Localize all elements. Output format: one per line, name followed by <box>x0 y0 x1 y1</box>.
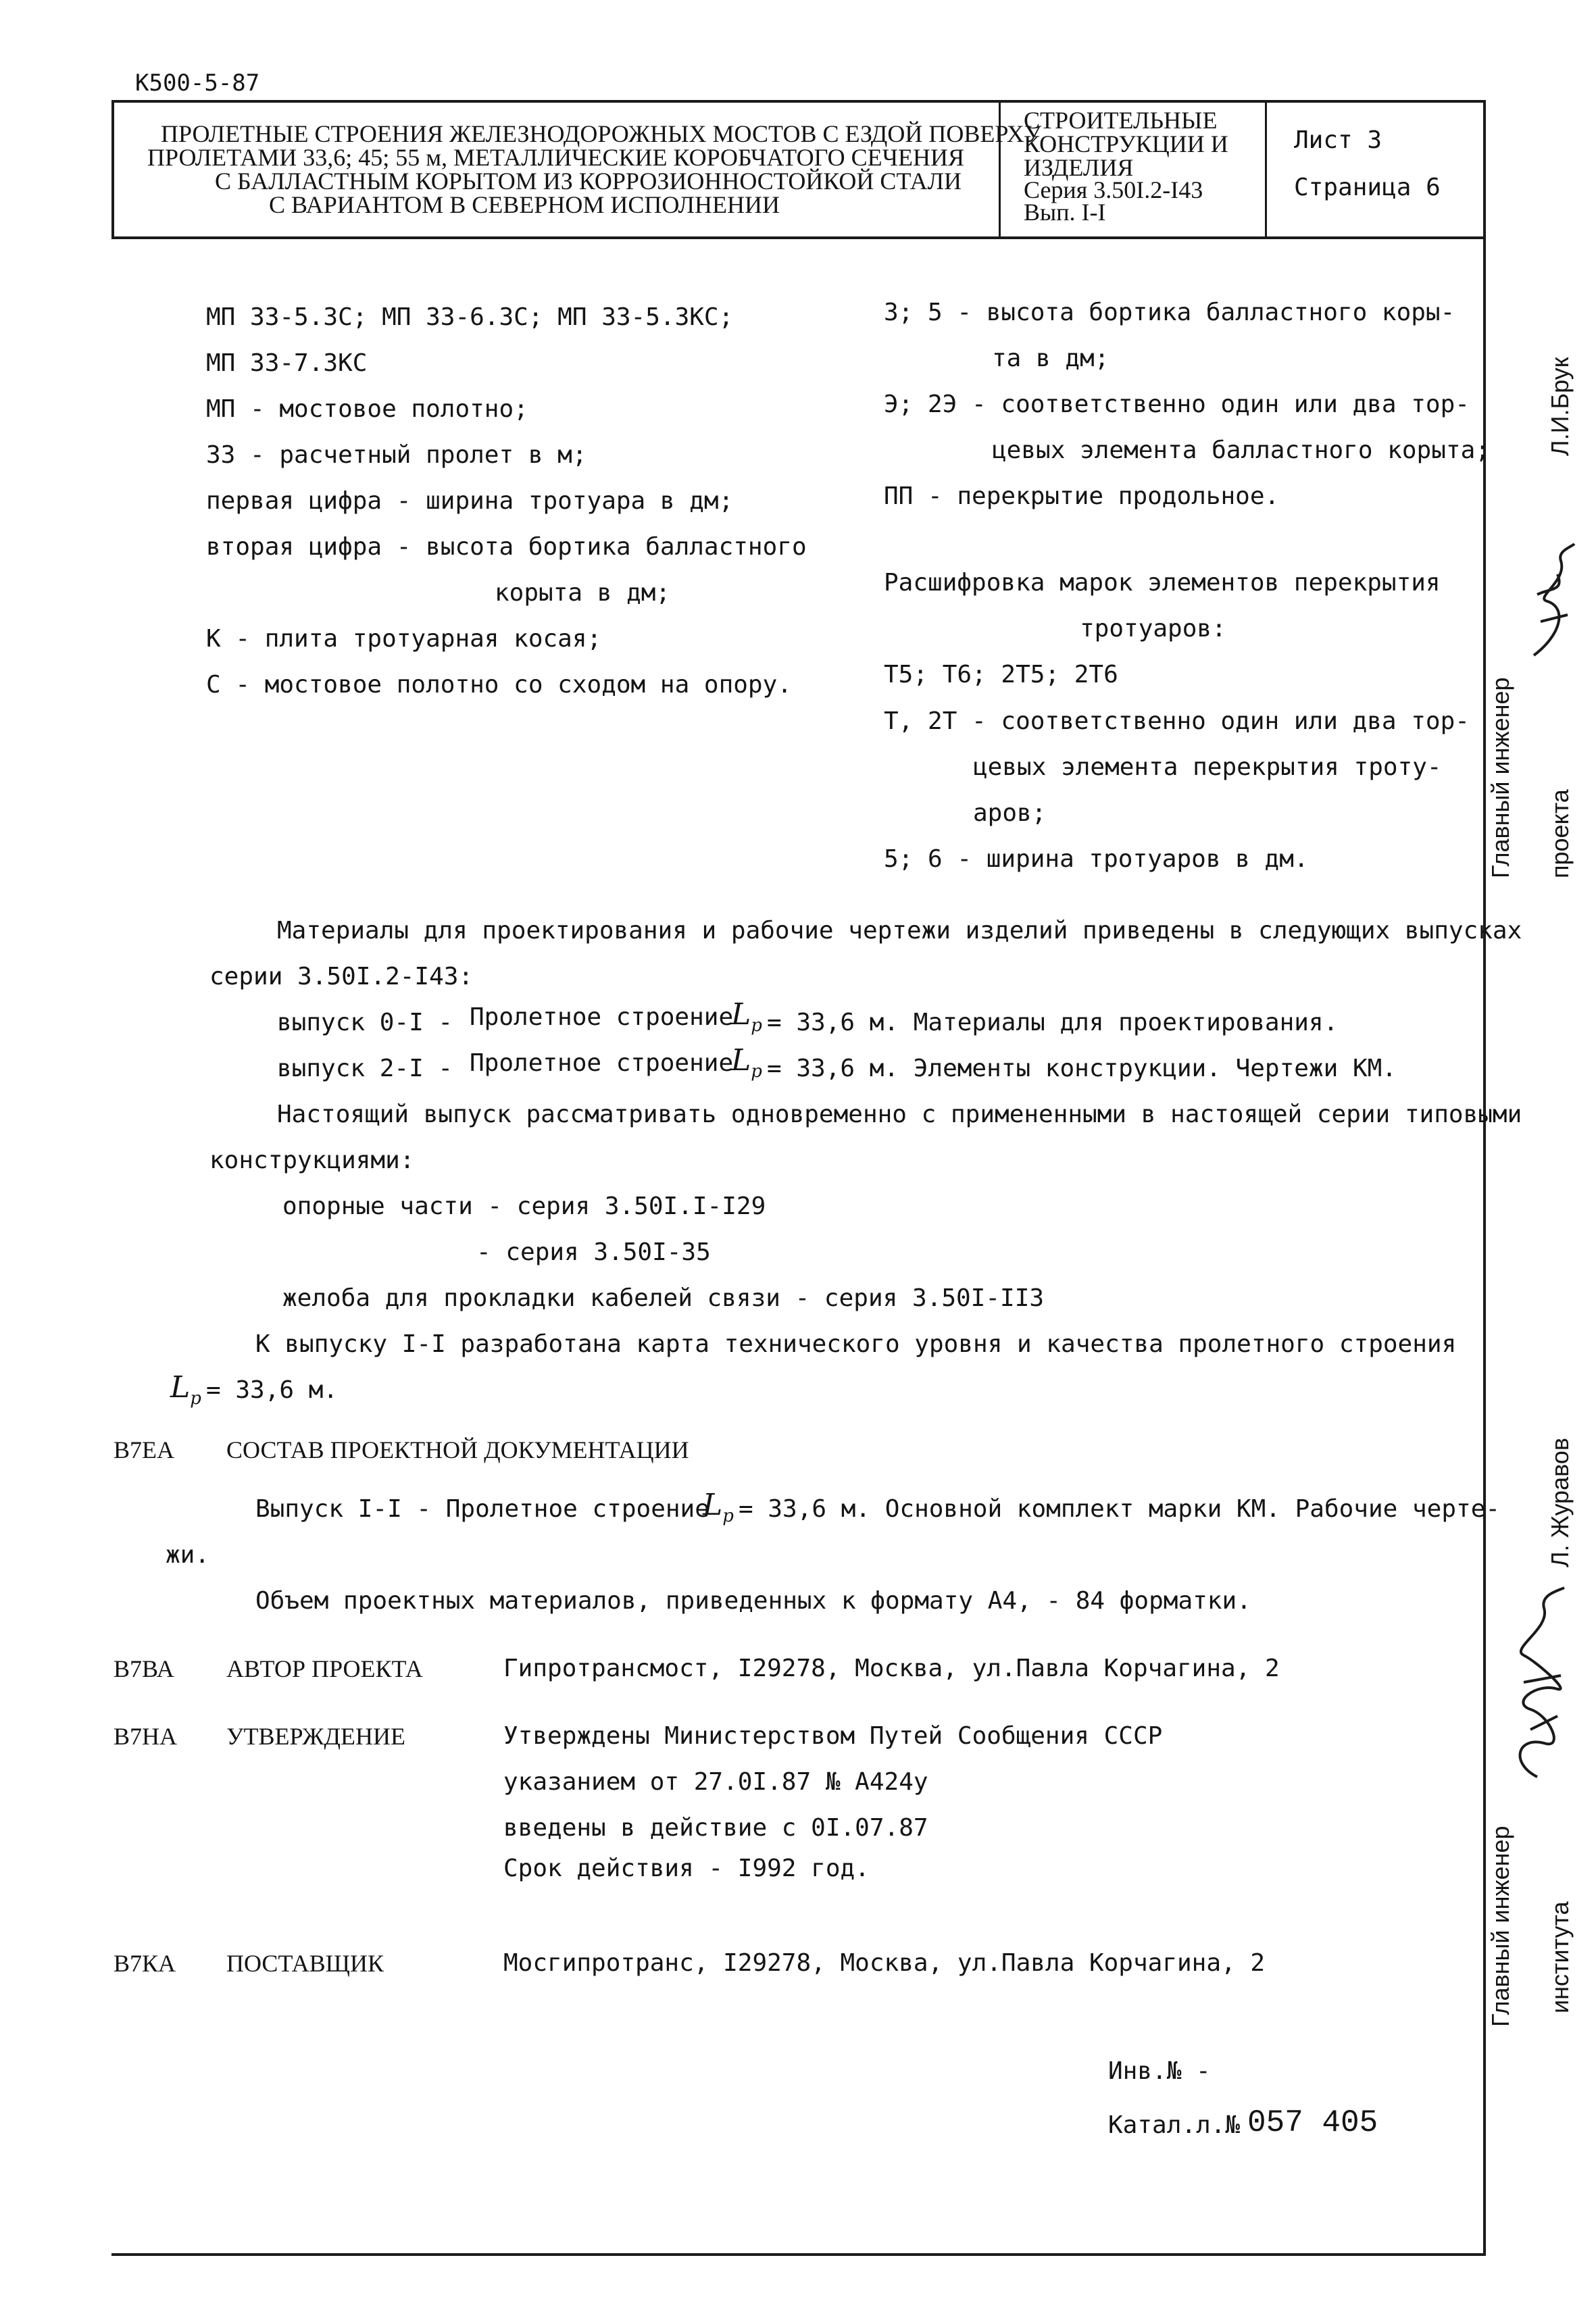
legend-left-7: корыта в дм; <box>495 579 671 607</box>
title-line-1: ПРОЛЕТНЫЕ СТРОЕНИЯ ЖЕЛЕЗНОДОРОЖНЫХ МОСТОВ С ЕЗДОЙ ПОВЕРХУ <box>161 120 1042 147</box>
catalog-label: Катал.л.№ <box>1108 2111 1241 2139</box>
issue-0-text: Пролетное строение <box>470 1003 734 1031</box>
legend-right-9: Т, 2Т - соответственно один или два тор- <box>884 707 1470 735</box>
lp-sub: p <box>190 1388 201 1409</box>
legend-right-10: цевых элемента перекрытия троту- <box>973 753 1442 781</box>
support-series-1: опорные части - серия 3.50I.I-I29 <box>282 1192 766 1220</box>
header-bottom <box>111 236 1485 239</box>
side-name-1: Л.И.Брук <box>1546 357 1574 456</box>
tech-level-paragraph-cont: = 33,6 м. <box>206 1376 339 1404</box>
catalog-number: 057 405 <box>1247 2105 1378 2140</box>
issue-2-rest: = 33,6 м. Элементы конструкции. Чертежи КМ. <box>767 1055 1397 1082</box>
frame-top <box>111 100 1485 103</box>
issue-0-rest: = 33,6 м. Материалы для проектирования. <box>767 1009 1339 1036</box>
legend-right-1: 3; 5 - высота бортика балластного коры- <box>884 299 1455 326</box>
category-line-3: ИЗДЕЛИЯ <box>1024 154 1134 181</box>
frame-right <box>1483 100 1486 2255</box>
side-project-label: проекта <box>1546 789 1574 878</box>
category-line-2: КОНСТРУКЦИИ И <box>1024 130 1228 157</box>
support-series-2: - серия 3.50I-35 <box>476 1238 711 1266</box>
span-symbol <box>731 1043 762 1082</box>
legend-right-8: Т5; Т6; 2Т5; 2Т6 <box>884 661 1118 688</box>
category-line-1: СТРОИТЕЛЬНЫЕ <box>1024 107 1218 134</box>
cable-trough-series: желоба для прокладки кабелей связи - серия 3.50I-II3 <box>282 1284 1045 1312</box>
lp-letter: L <box>731 997 751 1032</box>
legend-right-5: ПП - перекрытие продольное. <box>884 482 1280 510</box>
materials-paragraph-cont: серии 3.50I.2-I43: <box>209 963 474 990</box>
issue-number: Вып. I-I <box>1024 199 1106 226</box>
concurrent-paragraph-cont: конструкциями: <box>209 1147 415 1174</box>
inventory-number: Инв.№ - <box>1108 2057 1211 2085</box>
lp-letter: L <box>703 1488 723 1522</box>
supplier-text: Мосгипротранс, I29278, Москва, ул.Павла Корчагина, 2 <box>503 1949 1266 1977</box>
legend-left-5: первая цифра - ширина тротуара в дм; <box>206 487 734 515</box>
span-symbol <box>703 1488 734 1526</box>
legend-right-2: та в дм; <box>992 345 1109 372</box>
issue-2-text: Пролетное строение <box>470 1049 734 1077</box>
legend-left-8: К - плита тротуарная косая; <box>206 625 602 653</box>
composition-line-2: жи. <box>166 1541 210 1569</box>
span-symbol <box>170 1370 201 1409</box>
side-name-2: Л. Журавов <box>1546 1438 1574 1567</box>
header-divider-2 <box>1265 100 1267 238</box>
legend-right-7: тротуаров: <box>1080 615 1226 643</box>
legend-right-4: цевых элемента балластного корыта; <box>992 436 1490 464</box>
frame-left <box>111 100 114 238</box>
author-text: Гипротрансмост, I29278, Москва, ул.Павла Корчагина, 2 <box>503 1655 1280 1682</box>
legend-left-1: МП 33-5.3С; МП 33-6.3С; МП 33-5.3КС; <box>206 303 734 331</box>
section-code: В7ЕА <box>114 1436 174 1463</box>
section-code: В7ВА <box>114 1655 174 1682</box>
materials-paragraph: Материалы для проектирования и рабочие чертежи изделий приведены в следующих выпусках <box>277 917 1522 945</box>
legend-right-6: Расшифровка марок элементов перекрытия <box>884 569 1441 597</box>
composition-line-1b: = 33,6 м. Основной комплект марки КМ. Рабочие черте- <box>739 1495 1501 1523</box>
issue-0-label: выпуск 0-I - <box>277 1009 453 1036</box>
lp-letter: L <box>170 1370 191 1405</box>
concurrent-paragraph: Настоящий выпуск рассматривать одновременно с примененными в настоящей серии типовыми <box>277 1101 1522 1128</box>
page-number: Страница 6 <box>1294 174 1441 201</box>
title-line-3: С БАЛЛАСТНЫМ КОРЫТОМ ИЗ КОРРОЗИОННОСТОЙКОЙ СТАЛИ <box>215 168 962 195</box>
title-line-2: ПРОЛЕТАМИ 33,6; 45; 55 м, МЕТАЛЛИЧЕСКИЕ КОРОБЧАТОГО СЕЧЕНИЯ <box>147 144 964 171</box>
lp-sub: p <box>751 1015 762 1036</box>
lp-sub: p <box>722 1505 734 1526</box>
section-code: В7НА <box>114 1723 178 1750</box>
side-chief-engineer-institute: Главный инженер <box>1487 1826 1514 2027</box>
approval-line-3: введены в действие с 0I.07.87 <box>503 1814 928 1842</box>
composition-line-1a: Выпуск I-I - Пролетное строение <box>255 1495 709 1523</box>
legend-left-9: С - мостовое полотно со сходом на опору. <box>206 671 792 699</box>
legend-left-6: вторая цифра - высота бортика балластного <box>206 533 807 561</box>
legend-left-4: 33 - расчетный пролет в м; <box>206 441 587 469</box>
lp-sub: p <box>751 1061 762 1082</box>
series-number: Серия 3.50I.2-I43 <box>1024 176 1203 203</box>
composition-line-3: Объем проектных материалов, приведенных к формату А4, - 84 форматки. <box>255 1587 1251 1615</box>
side-institute-label: института <box>1546 1901 1574 2013</box>
section-code: В7КА <box>114 1950 176 1977</box>
side-chief-engineer-project: Главный инженер <box>1487 677 1514 878</box>
title-line-4: С ВАРИАНТОМ В СЕВЕРНОМ ИСПОЛНЕНИИ <box>269 191 780 218</box>
approval-line-4: Срок действия - I992 год. <box>503 1855 870 1882</box>
section-title: СОСТАВ ПРОЕКТНОЙ ДОКУМЕНТАЦИИ <box>226 1436 689 1463</box>
lp-letter: L <box>731 1043 751 1078</box>
legend-right-3: Э; 2Э - соответственно один или два тор- <box>884 391 1470 418</box>
span-symbol <box>731 997 762 1036</box>
section-title: УТВЕРЖДЕНИЕ <box>226 1723 406 1750</box>
document-code: К500-5-87 <box>135 70 260 97</box>
section-title: ПОСТАВЩИК <box>226 1950 384 1977</box>
frame-bottom <box>111 2253 1486 2256</box>
signature-1 <box>1520 540 1581 662</box>
sheet-number: Лист 3 <box>1294 126 1382 154</box>
legend-left-2: МП 33-7.3КС <box>206 349 368 377</box>
section-title: АВТОР ПРОЕКТА <box>226 1655 423 1682</box>
legend-right-11: аров; <box>973 799 1047 827</box>
legend-left-3: МП - мостовое полотно; <box>206 395 528 423</box>
signature-2 <box>1497 1581 1578 1784</box>
approval-line-2: указанием от 27.0I.87 № А424у <box>503 1768 928 1796</box>
approval-line-1: Утверждены Министерством Путей Сообщения СССР <box>503 1722 1163 1750</box>
tech-level-paragraph: К выпуску I-I разработана карта технического уровня и качества пролетного строения <box>255 1330 1457 1358</box>
legend-right-12: 5; 6 - ширина тротуаров в дм. <box>884 845 1309 873</box>
issue-2-label: выпуск 2-I - <box>277 1055 453 1082</box>
